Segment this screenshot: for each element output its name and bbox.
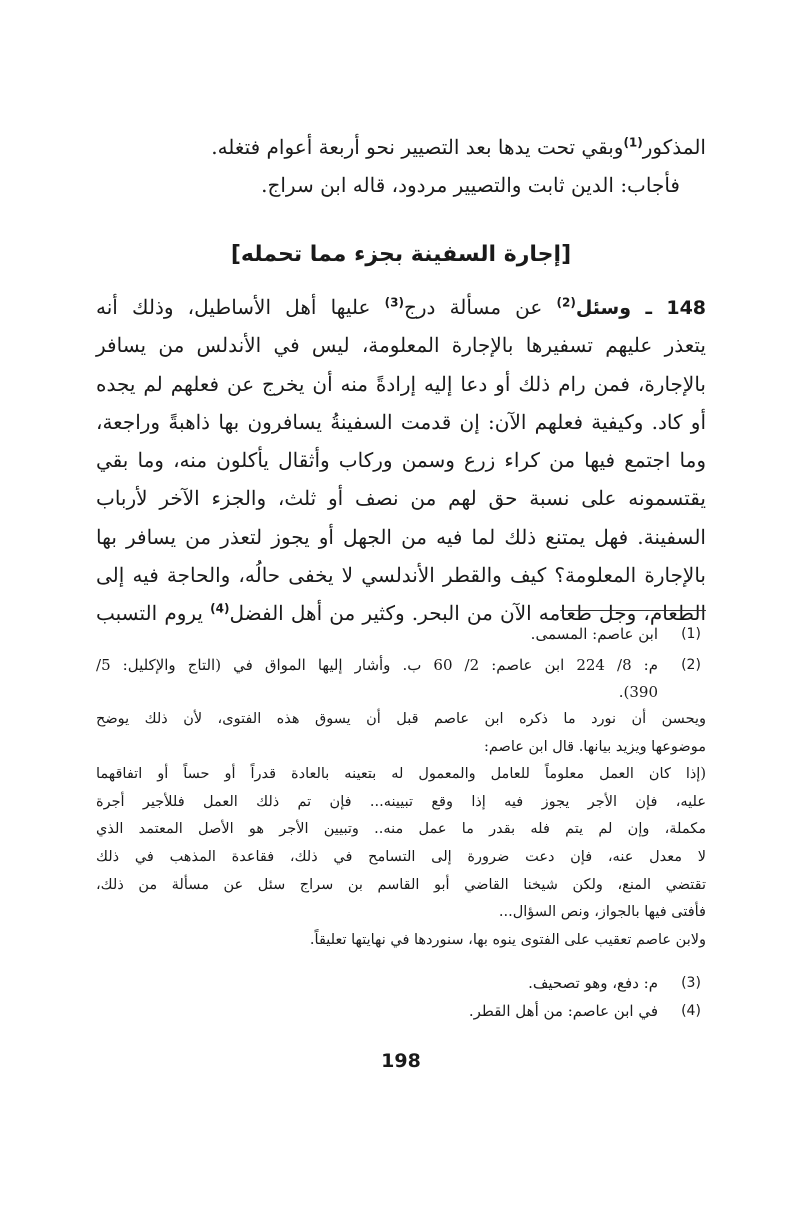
top-line-1-end: وبقي تحت يدها بعد التصيير نحو أربعة أعوام فتغله. [211,135,624,159]
top-line-2: فأجاب: الدين ثابت والتصيير مردود، قاله ابن سراج. [261,173,680,198]
footnote-1-text: ابن عاصم: المسمى. [530,625,658,643]
commentary-line: عليه، فإن الأجر يجوز فيه إذا وقع تبيينه... فإن تم ذلك العمل فللأجير أجرة [96,793,706,810]
footnote-2-number: (2) [681,657,701,673]
footnote-ref-2: (2) [556,295,576,310]
footnote-2-text [96,652,658,706]
main-line: أو كاد. وكيفية فعلهم الآن: إن قدمت السفينةُ يسافرون بها ذاهبةً وراجعة، [96,409,706,434]
footnote-1-number: (1) [681,626,701,642]
commentary-line: ويحسن أن نورد ما ذكره ابن عاصم قبل أن يسوق هذه الفتوى، لأن ذلك يوضح [96,711,706,727]
footnote-ref-4: (4) [210,601,230,616]
footnote-2 [96,652,706,708]
top-line-1 [96,128,706,166]
main-paragraph [96,288,706,633]
footnote-1 [96,621,706,648]
main-line: يقتسمونه على نسبة حق لهم من نصف أو ثلث، والجزء الآخر لأرباب [96,486,706,511]
page-number: 198 [381,1050,421,1072]
main-line: بالإجارة، فمن رام ذلك أو دعا إليه إرادةً منه أن يخرج عن فعلهم لم يجده [96,371,706,396]
main-line: يتعذر عليهم تسفيرها بالإجارة المعلومة، ليس في الأندلس من يسافر [96,333,706,358]
footnote-4-text: في ابن عاصم: من أهل القطر. [468,1002,658,1020]
main-line-1-text-b: عليها أهل الأساطيل، وذلك أنه [96,295,371,319]
top-line-1-start: المذكور [642,135,706,159]
main-line: بالإجارة المعلومة؟ كيف والقطر الأندلسي لا يخفى حالُه، والحاجة فيه إلى [96,563,706,588]
main-last-line-text-b: يروم التسبب [96,601,203,626]
commentary-line: لا معدل عنه، فإن دعت ضرورة إلى التسامح في ذلك، فقاعدة المذهب في ذلك [96,848,706,865]
commentary-line: مكملة، وإن لم يتم فله بقدر ما عمل منه.. وتبيين الأجر هو الأصل المعتمد الذي [96,821,706,838]
main-line: وما اجتمع فيها من كراء زرع وسمن وركاب وأثقال يأكلون منه، وما بقي [96,448,706,473]
footnote-ref-3: (3) [384,295,404,310]
main-last-line-text-a: الطعام، وجل طعامه الآن من البحر. وكثير من أهل الفضل [229,601,707,626]
main-line: السفينة. فهل يمتنع ذلك لما فيه من الجهل أو يجوز لتعذر من يسافر بها [96,524,706,549]
commentary-line: (إذا كان العمل معلوماً للعامل والمعمول له بتعينه بالعادة قدراً أو حساً أو اتفاقهما [96,766,706,783]
top-paragraph [96,128,706,205]
question-number: 148 ـ وسئل [575,297,707,319]
footnote-2-line-2: 390). [618,683,658,701]
footnote-4-number: (4) [681,1003,701,1019]
main-line-1 [96,288,706,326]
commentary-line: موضوعها ويزيد بيانها. قال ابن عاصم: [483,738,706,755]
section-heading: [إجارة السفينة بجزء مما تحمله] [230,242,572,267]
commentary-line: ولابن عاصم تعقيب على الفتوى ينوه بها، سنوردها في نهايتها تعليقاً. [309,931,706,948]
footnote-2-commentary [96,706,706,954]
main-line-1-text-a: عن مسألة درج [403,295,543,319]
footnote-separator [560,610,706,611]
commentary-line: تقتضي المنع، ولكن شيخنا القاضي أبو القاسم بن سراج سئل عن مسألة من ذلك، [96,876,706,893]
footnote-3-text: م: دفع، وهو تصحيف. [528,974,658,992]
footnote-2-line-1: م: 8/ 224 ابن عاصم: 2/ 60 ب. وأشار إليها المواق في (التاج والإكليل: 5/ [96,656,659,674]
footnote-3 [96,970,706,997]
footnote-4 [96,998,706,1025]
footnote-3-number: (3) [681,975,701,991]
commentary-line: فأفتى فيها بالجواز، ونص السؤال... [498,904,706,921]
book-page [96,0,706,1212]
footnote-ref-1: (1) [623,135,643,150]
